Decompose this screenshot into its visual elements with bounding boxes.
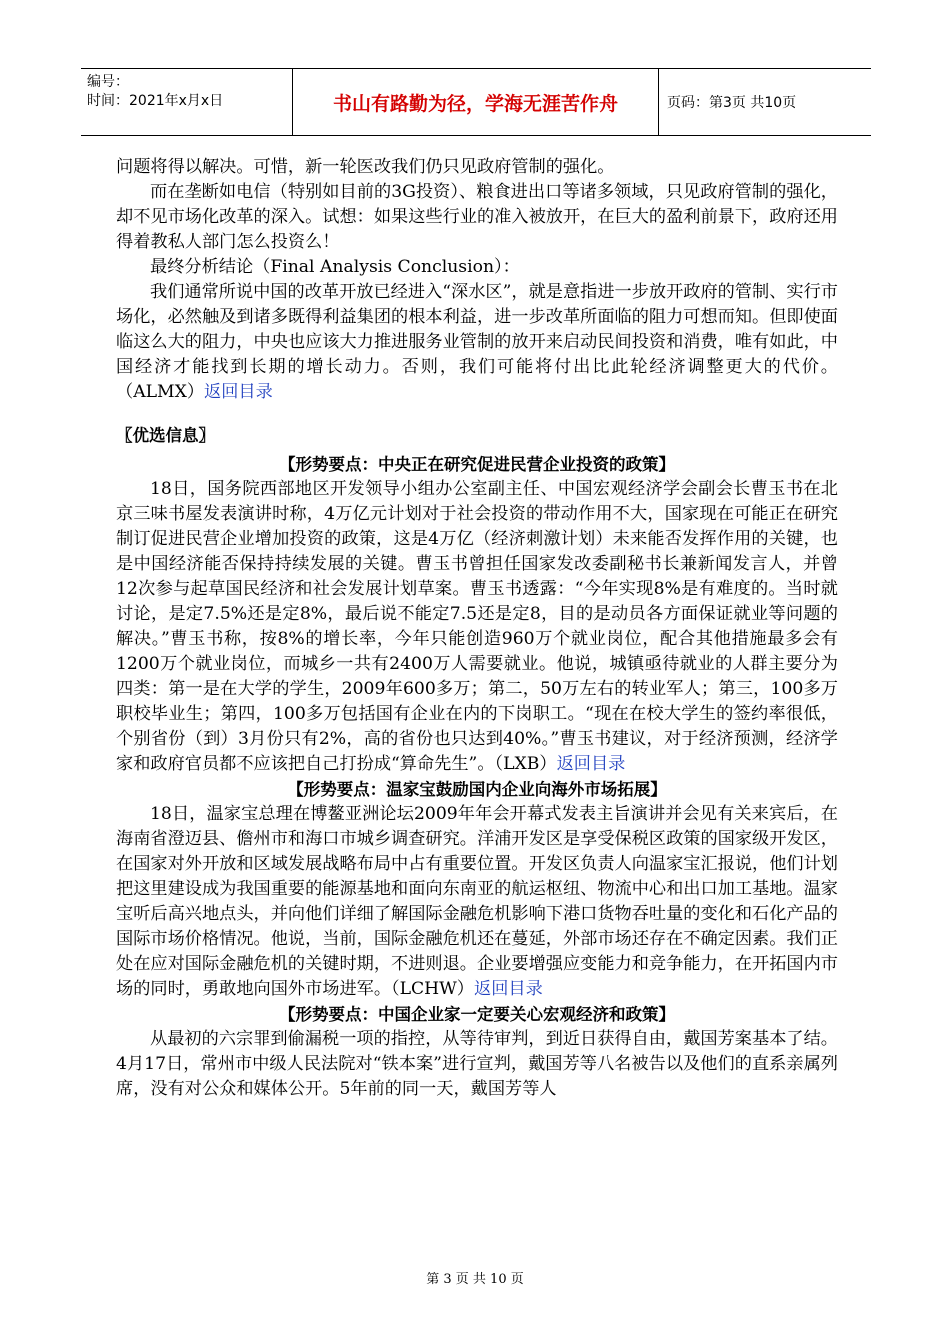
page-footer: 第 3 页 共 10 页 (426, 1272, 524, 1287)
back-to-toc-link[interactable]: 返回目录 (204, 382, 273, 402)
paragraph-text: 18日，温家宝总理在博鳌亚洲论坛2009年年会开幕式发表主旨演讲并会见有关来宾后，在海南省澄迈县、儋州市和海口市城乡调查研究。洋浦开发区是享受保税区政策的国家级开发区，在国家对外开放和区域发展战略布局中占有重要位置。开发区负责人向温家宝汇报说，他们计划把这里建设成为我国重要的能源基地和面向东南亚的航运枢纽、物流中心和出口加工基地。温家宝听后高兴地点头，并向他们详细了解国际金融危机影响下港口货物吞吐量的变化和石化产品的国际市场价格情况。他说，当前，国际金融危机还在蔓延，外部市场还存在不确定因素。我们正处在应对国际金融危机的关键时期，不进则退。企业要增强应变能力和竞争能力，在开拓国内市场的同时，勇敢地向国外市场进军。（LCHW） (116, 804, 838, 999)
paragraph: 而在垄断如电信（特别如目前的3G投资）、粮食进出口等诸多领域，只见政府管制的强化，却不见市场化改革的深入。试想：如果这些行业的准入被放开，在巨大的盈利前景下，政府还用得着教私人部门怎么投资么！ (116, 182, 838, 252)
paragraph-text: 我们通常所说中国的改革开放已经进入“深水区”，就是意指进一步放开政府的管制、实行市场化，必然触及到诸多既得利益集团的根本利益，进一步改革所面临的阻力可想而知。但即使面临这么大的阻力，中央也应该大力推进服务业管制的放开来启动民间投资和消费，唯有如此，中国经济才能找到长期的增长动力。否则，我们可能将付出比此轮经济调整更大的代价。（ALMX） (116, 282, 838, 402)
header-page-info: 页码：第3页 共10页 (658, 69, 871, 135)
article-paragraph (116, 477, 838, 777)
document-body (116, 155, 838, 1102)
section-title: 〖优选信息〗 (116, 426, 215, 445)
article-heading: 【形势要点：温家宝鼓励国内企业向海外市场拓展】 (287, 780, 667, 799)
article-heading: 【形势要点：中国企业家一定要关心宏观经济和政策】 (279, 1005, 675, 1024)
paragraph: 最终分析结论（Final Analysis Conclusion）： (150, 257, 520, 277)
conclusion-paragraph (116, 280, 838, 405)
number-label: 编号： (87, 74, 129, 90)
header-motto: 书山有路勤为径，学海无涯苦作舟 (292, 69, 658, 135)
back-to-toc-link[interactable]: 返回目录 (556, 754, 626, 774)
article-paragraph (116, 802, 838, 1002)
article-paragraph: 从最初的六宗罪到偷漏税一项的指控，从等待审判，到近日获得自由，戴国芳案基本了结。4月17日，常州市中级人民法院对“铁本案”进行宣判，戴国芳等八名被告以及他们的直系亲属列席，没有对公众和媒体公开。5年前的同一天，戴国芳等人 (116, 1029, 838, 1099)
article-heading: 【形势要点：中央正在研究促进民营企业投资的政策】 (279, 455, 675, 474)
paragraph: 问题将得以解决。可惜，新一轮医改我们仍只见政府管制的强化。 (116, 157, 615, 177)
header-meta (81, 69, 292, 135)
date-label: 时间：2021年x月x日 (87, 93, 224, 109)
back-to-toc-link[interactable]: 返回目录 (474, 979, 543, 999)
paragraph-text: 18日，国务院西部地区开发领导小组办公室副主任、中国宏观经济学会副会长曹玉书在北京三味书屋发表演讲时称，4万亿元计划对于社会投资的带动作用不大，国家现在可能正在研究制订促进民营企业增加投资的政策，这是4万亿（经济刺激计划）未来能否发挥作用的关键，也是中国经济能否保持持续发展的关键。曹玉书曾担任国家发改委副秘书长兼新闻发言人，并曾12次参与起草国民经济和社会发展计划草案。曹玉书透露：“今年实现8%是有难度的。当时就讨论，是定7.5%还是定8%，最后说不能定7.5还是定8，目的是动员各方面保证就业等问题的解决。”曹玉书称，按8%的增长率，今年只能创造960万个就业岗位，配合其他措施最多会有1200万个就业岗位，而城乡一共有2400万人需要就业。他说，城镇亟待就业的人群主要分为四类：第一是在大学的学生，2009年600多万；第二，50万左右的转业军人；第三，100多万职校毕业生；第四，100多万包括国有企业在内的下岗职工。“现在在校大学生的签约率很低，个别省份（到）3月份只有2%，高的省份也只达到40%。”曹玉书建议，对于经济预测，经济学家和政府官员都不应该把自己打扮成“算命先生”。（LXB） (116, 479, 838, 774)
page-header (81, 68, 871, 136)
